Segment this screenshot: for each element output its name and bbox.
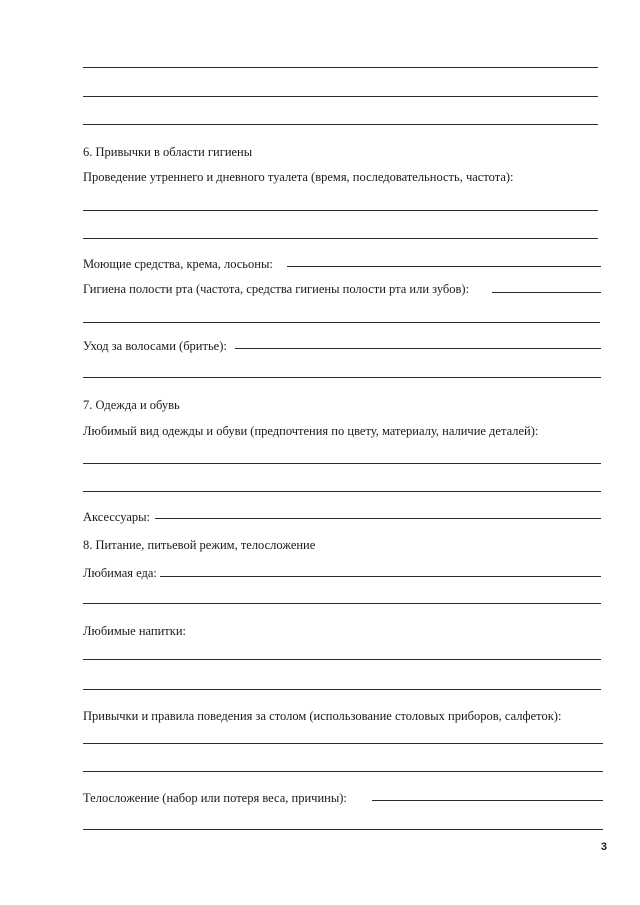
answer-line[interactable]	[83, 743, 603, 744]
section-heading-hygiene: 6. Привычки в области гигиены	[83, 145, 253, 159]
field-label-favorite-drinks: Любимые напитки:	[83, 624, 186, 638]
field-label-detergents: Моющие средства, крема, лосьоны:	[83, 257, 273, 271]
answer-line[interactable]	[83, 829, 603, 830]
field-label-oral-hygiene: Гигиена полости рта (частота, средства гигиены полости рта или зубов):	[83, 282, 470, 296]
answer-line[interactable]	[83, 463, 601, 464]
answer-line[interactable]	[83, 377, 601, 378]
answer-line[interactable]	[235, 348, 601, 349]
answer-line[interactable]	[83, 491, 601, 492]
section-heading-nutrition: 8. Питание, питьевой режим, телосложение	[83, 538, 316, 552]
answer-line[interactable]	[160, 576, 601, 577]
section-heading-clothing: 7. Одежда и обувь	[83, 398, 180, 412]
field-label-table-manners: Привычки и правила поведения за столом (использование столовых приборов, салфеток):	[83, 709, 562, 723]
field-label-accessories: Аксессуары:	[83, 510, 151, 524]
answer-line[interactable]	[83, 659, 601, 660]
answer-line[interactable]	[155, 518, 601, 519]
answer-line[interactable]	[372, 800, 603, 801]
field-label-favorite-food: Любимая еда:	[83, 566, 157, 580]
field-label-hair-care: Уход за волосами (бритье):	[83, 339, 227, 353]
answer-line[interactable]	[492, 292, 601, 293]
answer-line[interactable]	[83, 603, 601, 604]
answer-line[interactable]	[83, 322, 600, 323]
field-label-physique: Телосложение (набор или потеря веса, причины):	[83, 791, 347, 805]
answer-line[interactable]	[83, 238, 598, 239]
page-number: 3	[600, 841, 607, 853]
answer-line[interactable]	[83, 689, 601, 690]
field-label-morning-toilet: Проведение утреннего и дневного туалета (время, последовательность, частота):	[83, 170, 514, 184]
answer-line[interactable]	[287, 266, 601, 267]
answer-line[interactable]	[83, 96, 598, 97]
answer-line[interactable]	[83, 771, 603, 772]
answer-line[interactable]	[83, 210, 598, 211]
answer-line[interactable]	[83, 67, 598, 68]
answer-line[interactable]	[83, 124, 598, 125]
field-label-favorite-clothes: Любимый вид одежды и обуви (предпочтения по цвету, материалу, наличие деталей):	[83, 424, 539, 438]
